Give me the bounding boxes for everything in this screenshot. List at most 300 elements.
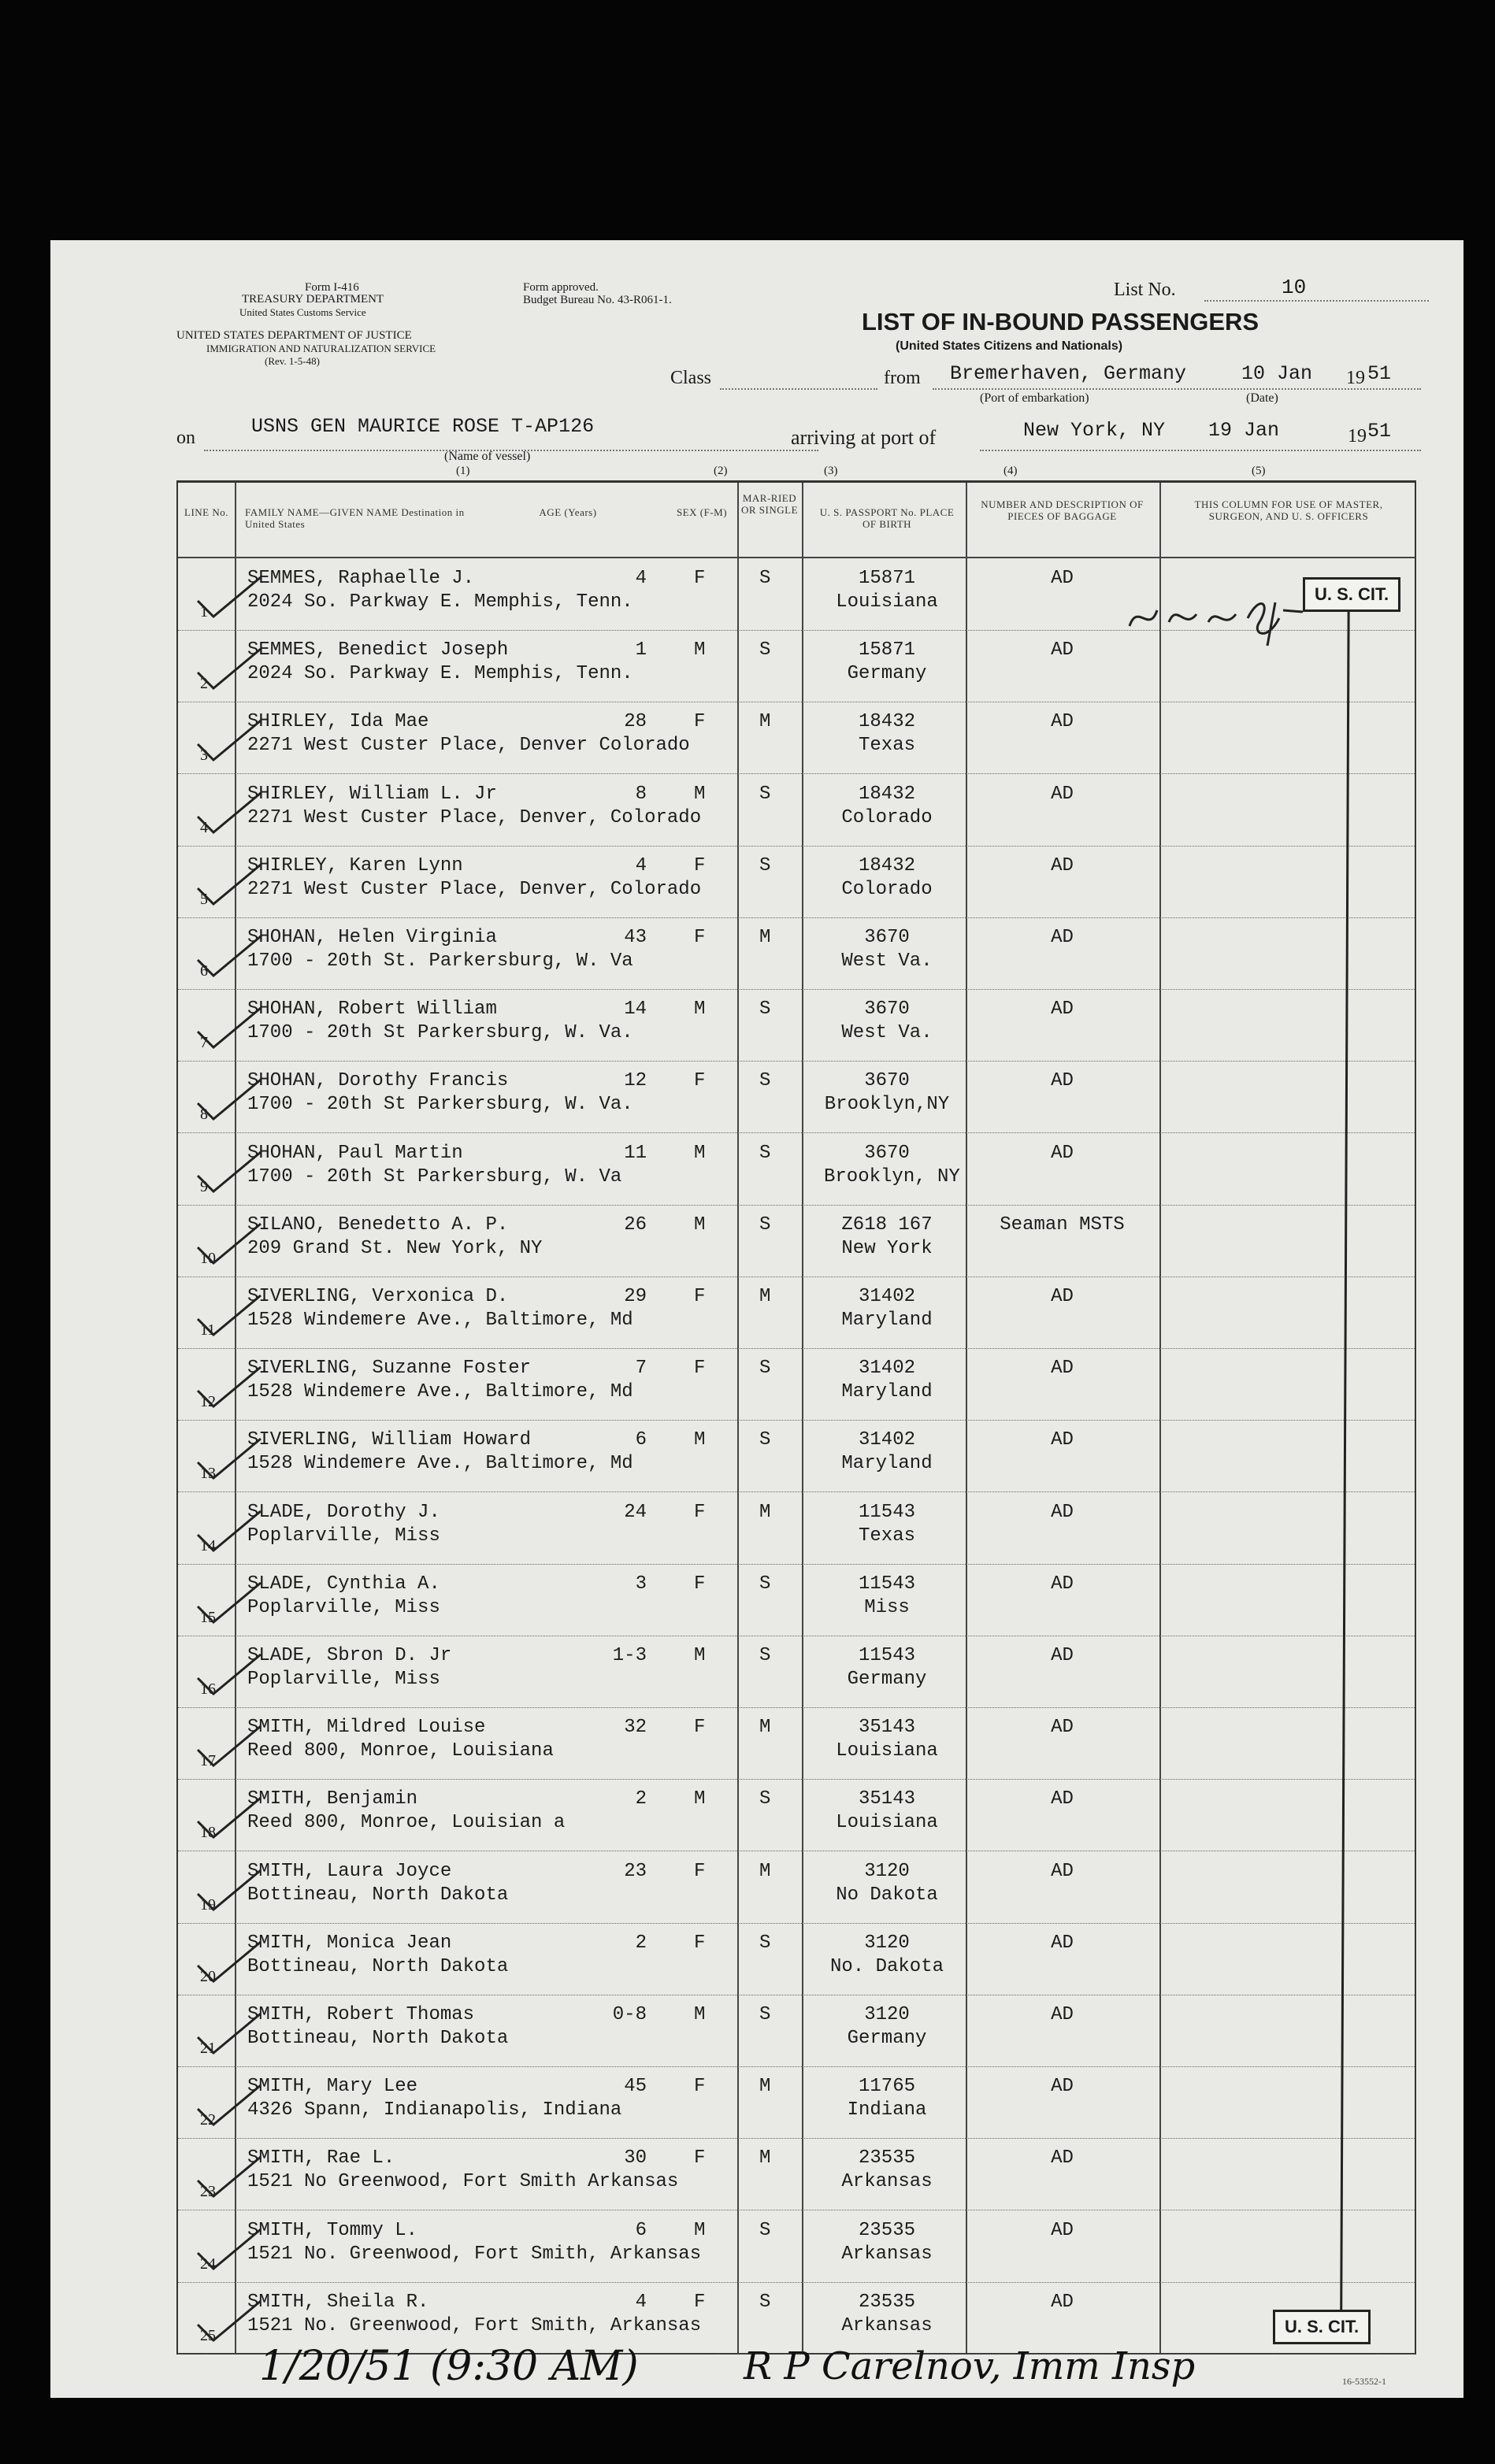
passenger-marital-status: M	[759, 1501, 771, 1523]
passenger-destination: 1528 Windemere Ave., Baltimore, Md	[247, 1381, 633, 1403]
check-mark-icon	[194, 1722, 265, 1769]
line-number: 4	[200, 818, 208, 836]
place-of-birth: Arkansas	[841, 2171, 933, 2193]
passenger-sex: F	[694, 1573, 706, 1595]
line-number: 2	[200, 675, 208, 693]
passenger-destination: 2024 So. Parkway E. Memphis, Tenn.	[247, 663, 633, 685]
departure-year: 51	[1367, 362, 1392, 385]
table-row	[178, 2210, 1415, 2283]
passenger-destination: 2271 West Custer Place, Denver Colorado	[247, 735, 690, 757]
passport-number: 11543	[858, 1645, 915, 1666]
form-approved: Form approved.	[523, 281, 599, 294]
passenger-destination: 1700 - 20th St. Parkersburg, W. Va	[247, 950, 633, 972]
table-row	[178, 1491, 1415, 1565]
passenger-marital-status: S	[759, 2004, 771, 2025]
list-no-line	[1204, 300, 1429, 302]
passenger-destination: Reed 800, Monroe, Louisian a	[247, 1812, 566, 1834]
baggage-description: AD	[1051, 2076, 1074, 2098]
table-row	[178, 1563, 1415, 1636]
table-row	[178, 917, 1415, 990]
passenger-sex: F	[694, 1717, 706, 1739]
check-mark-icon	[194, 2153, 265, 2200]
check-mark-icon	[194, 1148, 265, 1195]
passenger-name: SMITH, Robert Thomas	[247, 2004, 475, 2025]
check-mark-icon	[194, 1363, 265, 1410]
passenger-sex: M	[694, 1788, 706, 1810]
arrival-line	[980, 450, 1421, 451]
passenger-sex: F	[694, 1070, 706, 1092]
us-citizen-stamp-bottom: U. S. CIT.	[1273, 2310, 1371, 2344]
passport-number: 15871	[858, 639, 915, 661]
passenger-destination: 1521 No Greenwood, Fort Smith Arkansas	[247, 2171, 679, 2193]
place-of-birth: Germany	[847, 663, 927, 685]
passenger-marital-status: M	[759, 1860, 771, 1882]
check-mark-icon	[194, 1866, 265, 1914]
table-row	[178, 1419, 1415, 1492]
check-mark-icon	[194, 645, 265, 692]
on-label: on	[176, 428, 195, 448]
port-of-embarkation-caption: (Port of embarkation)	[980, 391, 1089, 405]
baggage-description: AD	[1051, 1932, 1074, 1954]
table-row	[178, 1922, 1415, 1995]
passenger-sex: F	[694, 2147, 706, 2169]
passenger-name: SHOHAN, Dorothy Francis	[247, 1070, 509, 1092]
baggage-description: AD	[1051, 1070, 1074, 1092]
line-number: 25	[200, 2326, 216, 2344]
table-row	[178, 2137, 1415, 2210]
place-of-birth: Germany	[847, 1669, 927, 1690]
vessel-name: USNS GEN MAURICE ROSE T-AP126	[251, 415, 595, 438]
check-mark-icon	[194, 1004, 265, 1051]
passenger-name: SIVERLING, Verxonica D.	[247, 1286, 509, 1307]
passenger-age: 1	[635, 639, 647, 661]
passenger-destination: Bottineau, North Dakota	[247, 1884, 509, 1906]
baggage-description: AD	[1051, 1358, 1074, 1380]
baggage-description: AD	[1051, 927, 1074, 948]
passenger-destination: 2271 West Custer Place, Denver, Colorado	[247, 806, 702, 828]
passenger-name: SIVERLING, William Howard	[247, 1429, 532, 1451]
passenger-age: 12	[624, 1070, 647, 1092]
line-number: 15	[200, 1608, 216, 1626]
passenger-name: SIVERLING, Suzanne Foster	[247, 1358, 532, 1380]
table-row	[178, 701, 1415, 774]
us-citizen-stamp-top: U. S. CIT.	[1303, 577, 1400, 612]
baggage-description: AD	[1051, 1860, 1074, 1882]
place-of-birth: Brooklyn,NY	[824, 1094, 950, 1116]
footer-code: 16-53552-1	[1342, 2376, 1386, 2387]
line-number: 9	[200, 1177, 208, 1195]
baggage-description: AD	[1051, 1573, 1074, 1595]
header-sex: SEX (F-M)	[676, 506, 728, 518]
passenger-destination: 2271 West Custer Place, Denver, Colorado	[247, 878, 702, 900]
place-of-birth: Louisiana	[836, 1812, 938, 1834]
passenger-age: 1-3	[612, 1645, 647, 1666]
passenger-age: 4	[635, 854, 647, 876]
revision: (Rev. 1-5-48)	[265, 355, 320, 367]
passenger-age: 11	[624, 1142, 647, 1164]
page-subtitle: (United States Citizens and Nationals)	[896, 339, 1123, 353]
passenger-age: 2	[635, 1932, 647, 1954]
table-row	[178, 2066, 1415, 2139]
place-of-birth: Brooklyn, NY	[824, 1165, 960, 1188]
passenger-name: SLADE, Dorothy J.	[247, 1501, 440, 1523]
baggage-description: AD	[1051, 1286, 1074, 1307]
passenger-marital-status: S	[759, 568, 771, 589]
passenger-marital-status: M	[759, 2147, 771, 2169]
form-number: Form I-416	[305, 281, 359, 294]
passenger-age: 6	[635, 2219, 647, 2241]
passenger-destination: 1521 No. Greenwood, Fort Smith, Arkansas	[247, 2243, 702, 2265]
passenger-marital-status: M	[759, 711, 771, 733]
baggage-description: AD	[1051, 568, 1074, 589]
table-row	[178, 1851, 1415, 1924]
header-age: AGE (Years)	[539, 506, 597, 518]
passport-number: 11543	[858, 1501, 915, 1523]
check-mark-icon	[194, 1291, 265, 1339]
baggage-description: AD	[1051, 1645, 1074, 1666]
check-mark-icon	[194, 789, 265, 836]
treasury-dept: TREASURY DEPARTMENT	[242, 293, 384, 306]
passenger-marital-status: S	[759, 2219, 771, 2241]
ins-service: IMMIGRATION AND NATURALIZATION SERVICE	[206, 343, 436, 354]
passenger-sex: M	[694, 1142, 706, 1164]
baggage-description: AD	[1051, 1142, 1074, 1164]
passport-number: 31402	[858, 1429, 915, 1451]
passport-number: 3670	[864, 1070, 910, 1092]
passenger-name: SMITH, Mildred Louise	[247, 1717, 486, 1739]
check-mark-icon	[194, 1076, 265, 1123]
passenger-marital-status: S	[759, 1645, 771, 1666]
baggage-description: AD	[1051, 1788, 1074, 1810]
baggage-description: AD	[1051, 2004, 1074, 2025]
passenger-name: SEMMES, Benedict Joseph	[247, 639, 509, 661]
line-number: 16	[200, 1680, 216, 1698]
check-mark-icon	[194, 717, 265, 764]
place-of-birth: Colorado	[841, 878, 933, 900]
passenger-age: 0-8	[612, 2004, 647, 2025]
line-number: 21	[200, 2040, 216, 2057]
passenger-marital-status: S	[759, 639, 771, 661]
place-of-birth: Miss	[864, 1596, 910, 1618]
baggage-description: Seaman MSTS	[1000, 1213, 1125, 1236]
line-number: 24	[200, 2255, 216, 2273]
place-of-birth: No. Dakota	[829, 1955, 944, 1977]
passenger-name: SILANO, Benedetto A. P.	[247, 1213, 509, 1236]
passenger-age: 32	[624, 1717, 647, 1739]
table-row	[178, 988, 1415, 1062]
passport-number: 11765	[858, 2076, 915, 2098]
table-row	[178, 1635, 1415, 1708]
baggage-description: AD	[1051, 854, 1074, 876]
line-number: 11	[200, 1321, 216, 1339]
passenger-age: 26	[624, 1213, 647, 1236]
passenger-name: SMITH, Monica Jean	[247, 1932, 452, 1954]
header-married: MAR-RIED OR SINGLE	[740, 492, 799, 516]
passenger-sex: F	[694, 1286, 706, 1307]
place-of-birth: No Dakota	[836, 1884, 938, 1906]
passport-number: 18432	[858, 783, 915, 805]
from-label: from	[884, 368, 921, 388]
passenger-age: 7	[635, 1358, 647, 1380]
line-number: 22	[200, 2111, 216, 2129]
passenger-name: SMITH, Rae L.	[247, 2147, 395, 2169]
baggage-description: AD	[1051, 2291, 1074, 2313]
passenger-age: 43	[624, 927, 647, 948]
check-mark-icon	[194, 2081, 265, 2129]
baggage-description: AD	[1051, 1717, 1074, 1739]
passenger-destination: 1700 - 20th St Parkersburg, W. Va	[247, 1165, 622, 1188]
place-of-birth: West Va.	[841, 950, 933, 972]
header-officers: THIS COLUMN FOR USE OF MASTER, SURGEON, AND U. S. OFFICERS	[1194, 498, 1383, 522]
passenger-age: 23	[624, 1860, 647, 1882]
passenger-destination: 1528 Windemere Ave., Baltimore, Md	[247, 1453, 633, 1475]
passenger-sex: F	[694, 1501, 706, 1523]
passenger-marital-status: S	[759, 1213, 771, 1236]
passenger-marital-status: M	[759, 1717, 771, 1739]
justice-dept: UNITED STATES DEPARTMENT OF JUSTICE	[176, 329, 412, 342]
place-of-birth: Texas	[858, 1525, 915, 1547]
passport-number: 23535	[858, 2219, 915, 2241]
passenger-name: SMITH, Laura Joyce	[247, 1860, 452, 1882]
passenger-destination: 1700 - 20th St Parkersburg, W. Va.	[247, 1022, 633, 1044]
table-row	[178, 1994, 1415, 2067]
place-of-birth: Maryland	[841, 1453, 933, 1475]
passenger-name: SHIRLEY, Ida Mae	[247, 711, 429, 733]
passport-number: 18432	[858, 711, 915, 733]
passenger-sex: M	[694, 1213, 706, 1236]
line-number: 19	[200, 1895, 216, 1914]
passenger-marital-status: M	[759, 2076, 771, 2098]
budget-bureau: Budget Bureau No. 43-R061-1.	[523, 294, 672, 306]
passenger-destination: Bottineau, North Dakota	[247, 1955, 509, 1977]
passenger-destination: Poplarville, Miss	[247, 1669, 440, 1690]
line-number: 1	[200, 603, 208, 621]
handwritten-initials	[1122, 587, 1311, 650]
passport-number: Z618 167	[841, 1213, 933, 1236]
baggage-description: AD	[1051, 1501, 1074, 1523]
passenger-destination: 209 Grand St. New York, NY	[247, 1237, 543, 1259]
passenger-name: SHIRLEY, Karen Lynn	[247, 854, 463, 876]
check-mark-icon	[194, 1579, 265, 1626]
handwritten-signature: R P Carelnov, Imm Insp	[744, 2344, 1196, 2388]
check-mark-icon	[194, 1651, 265, 1698]
check-mark-icon	[194, 861, 265, 908]
header-name: FAMILY NAME—GIVEN NAME Destination in United States	[245, 506, 465, 530]
passenger-age: 24	[624, 1501, 647, 1523]
baggage-description: AD	[1051, 2147, 1074, 2169]
passenger-table	[176, 480, 1416, 2355]
list-no-label: List No.	[1114, 280, 1176, 300]
place-of-birth: Maryland	[841, 1381, 933, 1403]
passenger-name: SMITH, Benjamin	[247, 1788, 418, 1810]
column-number: (4)	[1003, 465, 1018, 477]
passenger-sex: M	[694, 1645, 706, 1666]
passport-number: 3120	[864, 1860, 910, 1882]
passenger-destination: 1700 - 20th St Parkersburg, W. Va.	[247, 1094, 633, 1116]
column-number: (5)	[1252, 465, 1266, 477]
passport-number: 3120	[864, 1932, 910, 1954]
date-caption: (Date)	[1246, 391, 1278, 405]
place-of-birth: Arkansas	[841, 2314, 933, 2336]
list-no-value: 10	[1282, 276, 1307, 299]
passenger-destination: Reed 800, Monroe, Louisiana	[247, 1740, 554, 1762]
table-row	[178, 1778, 1415, 1851]
place-of-birth: Louisiana	[836, 591, 938, 613]
passenger-age: 3	[635, 1573, 647, 1595]
line-number: 3	[200, 747, 208, 765]
column-number: (1)	[456, 465, 470, 477]
passport-number: 35143	[858, 1717, 915, 1739]
departure-date: 10 Jan	[1241, 362, 1313, 385]
passenger-destination: 1521 No. Greenwood, Fort Smith, Arkansas	[247, 2314, 702, 2336]
table-row	[178, 1060, 1415, 1133]
arrival-port: New York, NY	[1023, 419, 1166, 442]
line-number: 10	[200, 1249, 216, 1267]
passenger-sex: F	[694, 568, 706, 589]
arriving-label: arriving at port of	[791, 426, 937, 449]
passenger-sex: M	[694, 783, 706, 805]
passenger-sex: F	[694, 2291, 706, 2313]
handwritten-date: 1/20/51 (9:30 AM)	[259, 2343, 639, 2390]
class-line	[720, 388, 877, 390]
place-of-birth: Germany	[847, 2028, 927, 2049]
passenger-age: 14	[624, 999, 647, 1021]
passenger-marital-status: S	[759, 1932, 771, 1954]
check-mark-icon	[194, 1938, 265, 1985]
page-title: LIST OF IN-BOUND PASSENGERS	[862, 308, 1259, 335]
passenger-sex: F	[694, 927, 706, 948]
passport-number: 18432	[858, 854, 915, 876]
passenger-name: SMITH, Mary Lee	[247, 2076, 418, 2098]
passenger-sex: M	[694, 999, 706, 1021]
passenger-name: SHOHAN, Paul Martin	[247, 1142, 463, 1164]
passport-number: 11543	[858, 1573, 915, 1595]
passenger-marital-status: S	[759, 2291, 771, 2313]
passenger-age: 30	[624, 2147, 647, 2169]
line-number: 8	[200, 1106, 208, 1124]
line-number: 18	[200, 1824, 216, 1842]
baggage-description: AD	[1051, 783, 1074, 805]
line-number: 13	[200, 1465, 216, 1483]
passenger-marital-status: M	[759, 1286, 771, 1307]
passenger-marital-status: S	[759, 999, 771, 1021]
passenger-destination: Poplarville, Miss	[247, 1525, 440, 1547]
check-mark-icon	[194, 2010, 265, 2057]
passenger-marital-status: M	[759, 927, 771, 948]
header-baggage: NUMBER AND DESCRIPTION OF PIECES OF BAGGAGE	[981, 498, 1144, 522]
passport-number: 3120	[864, 2004, 910, 2025]
passenger-destination: 4326 Spann, Indianapolis, Indiana	[247, 2099, 622, 2121]
passenger-sex: F	[694, 1932, 706, 1954]
passenger-age: 28	[624, 711, 647, 733]
passenger-destination: Bottineau, North Dakota	[247, 2028, 509, 2049]
check-mark-icon	[194, 573, 265, 621]
passenger-sex: F	[694, 854, 706, 876]
passenger-marital-status: S	[759, 1573, 771, 1595]
passenger-sex: M	[694, 2004, 706, 2025]
baggage-description: AD	[1051, 999, 1074, 1021]
passenger-destination: 1528 Windemere Ave., Baltimore, Md	[247, 1310, 633, 1331]
passenger-marital-status: S	[759, 783, 771, 805]
check-mark-icon	[194, 1220, 265, 1267]
passenger-name: SLADE, Cynthia A.	[247, 1573, 440, 1595]
passenger-sex: M	[694, 639, 706, 661]
passenger-marital-status: S	[759, 1429, 771, 1451]
passenger-name: SHIRLEY, William L. Jr	[247, 783, 497, 805]
table-row	[178, 845, 1415, 918]
passenger-age: 8	[635, 783, 647, 805]
passenger-age: 4	[635, 568, 647, 589]
table-row	[178, 1276, 1415, 1349]
table-row	[178, 1706, 1415, 1780]
passenger-rows	[178, 558, 1415, 2353]
header-passport: U. S. PASSPORT No. PLACE OF BIRTH	[819, 506, 955, 530]
passport-number: 3670	[864, 927, 910, 948]
passenger-age: 4	[635, 2291, 647, 2313]
passenger-sex: F	[694, 2076, 706, 2098]
table-row	[178, 773, 1415, 847]
line-number: 17	[200, 1752, 216, 1770]
passenger-sex: F	[694, 1358, 706, 1380]
customs-service: United States Customs Service	[239, 306, 366, 318]
passenger-sex: F	[694, 1860, 706, 1882]
passport-number: 3670	[864, 1142, 910, 1164]
passenger-sex: M	[694, 2219, 706, 2241]
passenger-sex: F	[694, 711, 706, 733]
column-number: (2)	[714, 465, 728, 477]
place-of-birth: Texas	[858, 735, 915, 757]
table-row	[178, 1204, 1415, 1277]
header-line-no: LINE No.	[184, 506, 228, 518]
passenger-name: SHOHAN, Robert William	[247, 999, 497, 1021]
check-mark-icon	[194, 2225, 265, 2273]
passenger-destination: Poplarville, Miss	[247, 1596, 440, 1618]
line-number: 14	[200, 1536, 216, 1554]
passenger-name: SEMMES, Raphaelle J.	[247, 568, 475, 589]
passenger-name: SMITH, Tommy L.	[247, 2219, 418, 2241]
arrival-year: 51	[1367, 420, 1392, 443]
table-row	[178, 1347, 1415, 1421]
passenger-name: SHOHAN, Helen Virginia	[247, 927, 497, 948]
passenger-destination: 2024 So. Parkway E. Memphis, Tenn.	[247, 591, 633, 613]
passport-number: 31402	[858, 1358, 915, 1380]
baggage-description: AD	[1051, 2219, 1074, 2241]
passport-number: 31402	[858, 1286, 915, 1307]
place-of-birth: Colorado	[841, 806, 933, 828]
class-label: Class	[670, 368, 712, 388]
line-number: 12	[200, 1393, 216, 1411]
check-mark-icon	[194, 2297, 265, 2344]
passenger-name: SMITH, Sheila R.	[247, 2291, 429, 2313]
arrival-date: 19 Jan	[1208, 419, 1280, 442]
place-of-birth: Indiana	[847, 2099, 927, 2121]
line-number: 6	[200, 962, 208, 980]
line-number: 23	[200, 2183, 216, 2201]
passport-number: 35143	[858, 1788, 915, 1810]
passport-number: 15871	[858, 568, 915, 589]
vessel-caption: (Name of vessel)	[444, 450, 531, 463]
passenger-marital-status: S	[759, 1358, 771, 1380]
passenger-age: 29	[624, 1286, 647, 1307]
passenger-marital-status: S	[759, 1142, 771, 1164]
passenger-sex: M	[694, 1429, 706, 1451]
place-of-birth: New York	[841, 1237, 933, 1259]
line-number: 7	[200, 1034, 208, 1052]
passport-number: 23535	[858, 2291, 915, 2313]
baggage-description: AD	[1051, 1429, 1074, 1451]
place-of-birth: Louisiana	[836, 1740, 938, 1762]
passport-number: 23535	[858, 2147, 915, 2169]
